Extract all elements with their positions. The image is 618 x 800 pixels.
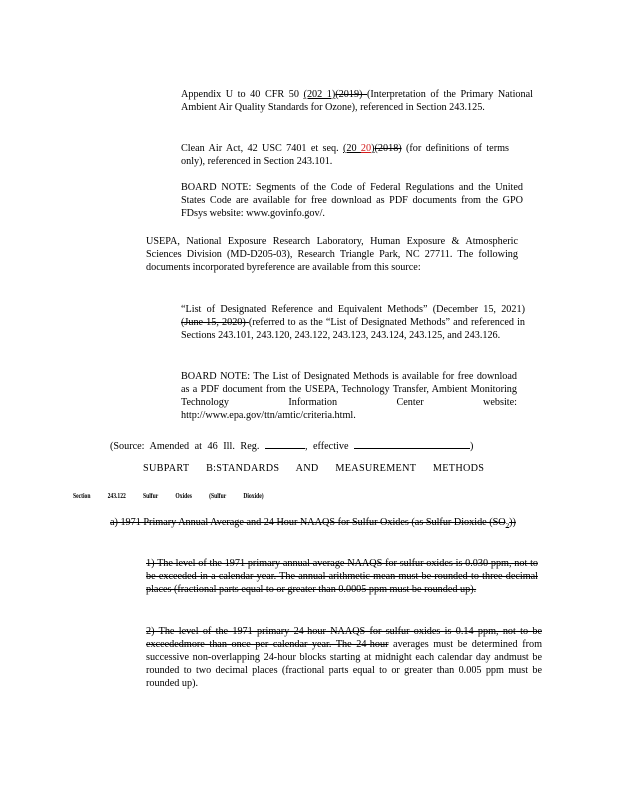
clean-air-text: Clean Air Act, 42 USC 7401 et seq.	[181, 143, 343, 154]
list-text: “List of Designated Reference and Equivalent Methods” (December 15, 2021)	[181, 304, 525, 315]
section-title-1: Sulfur	[142, 492, 159, 500]
clean-air-act-paragraph	[181, 142, 509, 168]
deleted-year: (2019)	[335, 89, 368, 100]
board-note-2-text: BOARD NOTE: The List of Designated Methods is available for free download as a PDF document from the USEPA, Technology Transfer, Ambient Monitoring Technology Information Center website: http://www.epa.gov/ttn/amtic/criteria.html.	[181, 371, 517, 421]
inserted-year-red: 20	[360, 143, 372, 154]
section-number: 243.122	[107, 492, 126, 500]
section-title-3: (Sulfur	[209, 492, 227, 500]
reg-blank	[265, 438, 305, 449]
effective-blank	[354, 438, 470, 449]
inserted-year-close: )	[371, 143, 375, 154]
inserted-year-open: (20	[343, 143, 361, 154]
source-effective: , effective	[304, 441, 355, 452]
para-2-text: averages must be determined from successive non-overlapping 24-hour blocks starting at midnight each calendar day andmust be rounded to two decimal places (fractional parts equal to or greater than 0.005 ppm must be rounded up).	[146, 639, 542, 689]
para-a-subscript: 2	[505, 522, 510, 531]
board-note-2	[181, 370, 517, 422]
paragraph-1	[146, 557, 538, 596]
appendix-u-rest: (Interpretation of the Primary National Ambient Air Quality Standards for Ozone), referenced in Section 243.125.	[181, 89, 533, 113]
appendix-u-paragraph	[181, 88, 533, 114]
deleted-date: (June 15, 2020)	[181, 317, 249, 328]
board-note-1	[181, 181, 523, 220]
usepa-text: USEPA, National Exposure Research Laboratory, Human Exposure & Atmospheric Sciences Division (MD-D205-03), Research Triangle Park, NC 27711. The following documents incorporated byreference are available from this source:	[146, 236, 518, 273]
paragraph-a	[110, 516, 538, 533]
usepa-paragraph	[146, 235, 518, 274]
para-a-text: a) 1971 Primary Annual Average and 24 Hour NAAQS for Sulfur Oxides (as Sulfur Dioxide (SO	[110, 517, 506, 528]
source-text: (Source: Amended at 46 Ill. Reg.	[110, 441, 265, 452]
list-rest: (referred to as the “List of Designated Methods” and referenced in Sections 243.101, 243.120, 243.122, 243.123, 243.124, 243.125, and 243.126.	[181, 317, 525, 341]
source-close: )	[470, 441, 474, 452]
para-2-deleted: 2) The level of the 1971 primary 24-hour NAAQS for sulfur oxides is 0.14 ppm, not to be exceededmore than once per calendar year. The 24-hour	[146, 626, 542, 650]
para-1-text: 1) The level of the 1971 primary annual average NAAQS for sulfur oxides is 0.030 ppm, not to be exceeded in a calendar year. The annual arithmetic mean must be rounded to three decimal places (fractional parts equal to or greater than 0.0005 ppm must be rounded up).	[146, 558, 538, 595]
board-note-1-text: BOARD NOTE: Segments of the Code of Federal Regulations and the United States Code are available for free download as PDF documents from the GPO FDsys website: www.govinfo.gov/.	[181, 182, 523, 219]
clean-air-rest: (for definitions of terms only), referenced in Section 243.101.	[181, 143, 509, 167]
appendix-u-text: Appendix U to 40 CFR 50	[181, 89, 304, 100]
list-designated-paragraph	[181, 303, 525, 342]
section-title-2: Oxides	[175, 492, 192, 500]
paragraph-2	[146, 625, 542, 690]
inserted-year: (202 1)	[303, 89, 336, 100]
section-word: Section	[73, 492, 91, 500]
section-heading	[73, 492, 281, 500]
deleted-year: (2018)	[374, 143, 402, 154]
subpart-heading: SUBPART B:STANDARDS AND MEASUREMENT METHODS	[143, 463, 485, 474]
para-a-close: ))	[509, 517, 516, 528]
source-line	[110, 438, 530, 453]
section-title-4: Dioxide)	[243, 492, 264, 500]
